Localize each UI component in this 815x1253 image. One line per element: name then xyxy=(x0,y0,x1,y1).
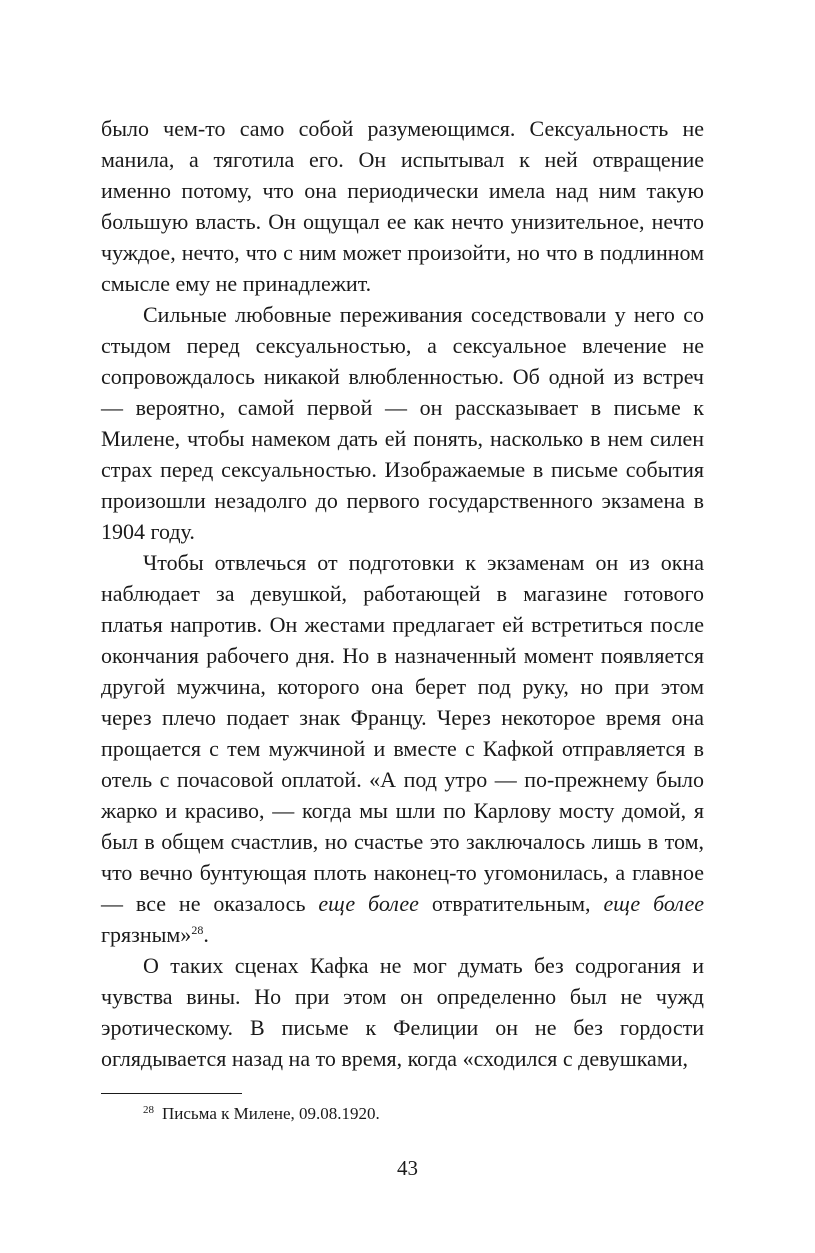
page-number: 43 xyxy=(397,1156,418,1180)
italic-emphasis-2: еще более xyxy=(603,891,704,916)
footnote xyxy=(143,1099,380,1125)
paragraph-3-text-end: грязным» xyxy=(101,922,192,947)
paragraph-2: Сильные любовные переживания соседствовали у него со стыдом перед сексуальностью, а сексуальное влечение не сопровождалось никакой влюбленностью. Об одной из встреч — вероятно, самой первой — он рассказывает в письме к Милене, чтобы намеком дать ей понять, насколько в нем силен страх перед сексуальностью. Изображаемые в письме события произошли незадолго до первого государственного экзамена в 1904 году. xyxy=(101,302,704,544)
footnote-separator xyxy=(101,1093,242,1094)
paragraph-3-period: . xyxy=(203,922,209,947)
paragraph-3 xyxy=(101,547,704,950)
paragraph-3-text-mid: отвратительным, xyxy=(418,891,604,916)
paragraph-4: О таких сценах Кафка не мог думать без содрогания и чувства вины. Но при этом он определенно был не чужд эротическому. В письме к Фелиции он не без гордости оглядывается назад на то время, когда «сходился с девушками, xyxy=(101,953,704,1071)
footnote-text: Письма к Милене, 09.08.1920. xyxy=(162,1104,380,1123)
footnote-number: 28 xyxy=(143,1104,154,1116)
footnote-reference[interactable]: 28 xyxy=(191,923,204,937)
paragraph-3-text-start: Чтобы отвлечься от подготовки к экзаменам он из окна наблюдает за девушкой, работающей в магазине готового платья напротив. Он жестами предлагает ей встретиться после окончания рабочего дня. Но в назначенный момент появляется другой мужчина, которого она берет под руку, но при этом через плечо подает знак Францу. Через некоторое время она прощается с тем мужчиной и вместе с Кафкой отправляется в отель с почасовой оплатой. «А под утро — по-прежнему было жарко и красиво, — когда мы шли по Карлову мосту домой, я был в общем счастлив, но счастье это заключалось лишь в том, что вечно бунтующая плоть наконец-то угомонилась, а главное — все не оказалось xyxy=(101,550,704,916)
paragraph-1: было чем-то само собой разумеющимся. Сексуальность не манила, а тяготила его. Он испытывал к ней отвращение именно потому, что она периодически имела над ним такую большую власть. Он ощущал ее как нечто унизительное, нечто чуждое, нечто, что с ним может произойти, но что в подлинном смысле ему не принадлежит. xyxy=(101,116,704,296)
italic-emphasis-1: еще более xyxy=(318,891,419,916)
body-text xyxy=(101,113,704,1074)
